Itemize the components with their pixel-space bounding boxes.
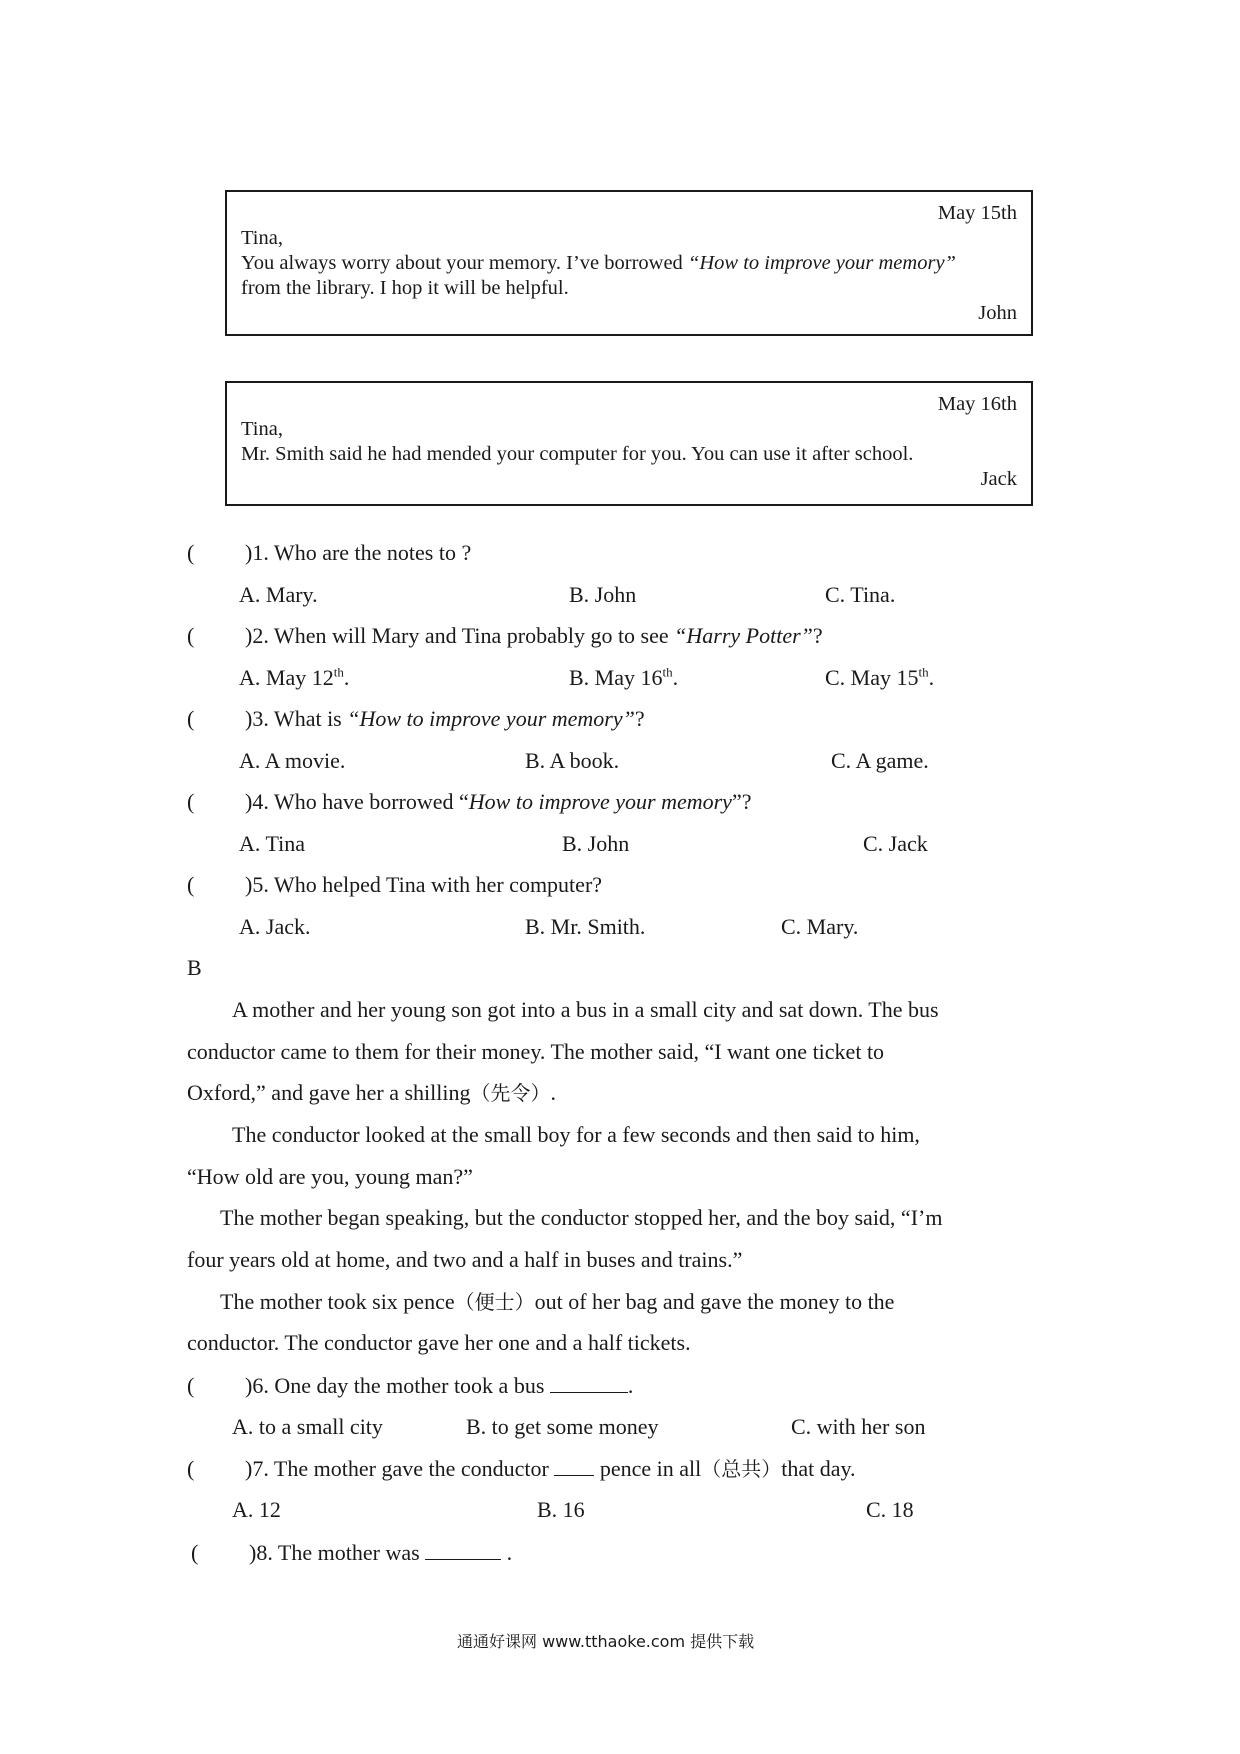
- answer-blank: [425, 1539, 501, 1560]
- question-4: ( )4. Who have borrowed “How to improve your memory”?: [187, 789, 752, 814]
- option-a: A. to a small city: [232, 1414, 383, 1439]
- option-b: B. John: [562, 831, 630, 856]
- note-line: from the library. I hop it will be helpful.: [241, 277, 569, 299]
- option-c: C. with her son: [791, 1414, 926, 1439]
- option-a: A. Mary.: [239, 582, 318, 607]
- answer-blank: [554, 1455, 594, 1476]
- question-3: ( )3. What is “How to improve your memory”?: [187, 706, 645, 731]
- note-recipient: Tina,: [241, 227, 283, 249]
- passage-line: conductor. The conductor gave her one and a half tickets.: [187, 1330, 691, 1355]
- question-1: ( )1. Who are the notes to ?: [187, 540, 472, 565]
- passage-line: Oxford,” and gave her a shilling（先令）.: [187, 1080, 556, 1105]
- question-6: ( )6. One day the mother took a bus .: [187, 1373, 634, 1398]
- note-signature: Jack: [980, 468, 1017, 490]
- note-recipient: Tina,: [241, 418, 283, 440]
- question-5: ( )5. Who helped Tina with her computer?: [187, 872, 603, 897]
- option-c: C. Tina.: [825, 582, 896, 607]
- option-a: A. Tina: [239, 831, 306, 856]
- option-b: B. John: [569, 582, 637, 607]
- option-c: C. Jack: [863, 831, 928, 856]
- note-line: Mr. Smith said he had mended your computer for you. You can use it after school.: [241, 443, 914, 465]
- section-heading: B: [187, 955, 202, 980]
- note-box-2: [225, 381, 1033, 506]
- option-a: A. May 12th.: [239, 664, 350, 690]
- passage-line: “How old are you, young man?”: [187, 1164, 473, 1189]
- option-b: B. Mr. Smith.: [525, 914, 646, 939]
- question-2: ( )2. When will Mary and Tina probably go to see “Harry Potter”?: [187, 623, 823, 648]
- option-c: C. Mary.: [781, 914, 859, 939]
- option-b: B. 16: [537, 1497, 585, 1522]
- option-c: C. May 15th.: [825, 664, 935, 690]
- option-b: B. A book.: [525, 748, 620, 773]
- page-footer: 通通好课网 www.tthaoke.com 提供下载: [457, 1632, 755, 1651]
- passage-line: The mother began speaking, but the conductor stopped her, and the boy said, “I’m: [220, 1205, 943, 1230]
- note-box-1: [225, 190, 1033, 336]
- passage-line: A mother and her young son got into a bus in a small city and sat down. The bus: [232, 997, 939, 1022]
- option-c: C. 18: [866, 1497, 914, 1522]
- note-date: May 15th: [937, 202, 1017, 224]
- option-a: A. 12: [232, 1497, 281, 1522]
- option-b: B. to get some money: [466, 1414, 659, 1439]
- note-signature: John: [978, 302, 1017, 324]
- option-a: A. Jack.: [239, 914, 311, 939]
- answer-blank: [550, 1372, 628, 1393]
- passage-line: The mother took six pence（便士）out of her bag and gave the money to the: [220, 1289, 895, 1314]
- note-line: You always worry about your memory. I’ve borrowed “How to improve your memory”: [241, 252, 956, 274]
- question-7: ( )7. The mother gave the conductor pence in all（总共）that day.: [187, 1456, 856, 1481]
- question-8: ( )8. The mother was .: [191, 1540, 513, 1565]
- note-date: May 16th: [937, 393, 1017, 415]
- passage-line: four years old at home, and two and a half in buses and trains.”: [187, 1247, 743, 1272]
- option-a: A. A movie.: [239, 748, 346, 773]
- passage-line: conductor came to them for their money. The mother said, “I want one ticket to: [187, 1039, 885, 1064]
- book-title: “How to improve your memory”: [687, 252, 956, 274]
- option-c: C. A game.: [831, 748, 929, 773]
- option-b: B. May 16th.: [569, 664, 679, 690]
- passage-line: The conductor looked at the small boy for a few seconds and then said to him,: [232, 1122, 920, 1147]
